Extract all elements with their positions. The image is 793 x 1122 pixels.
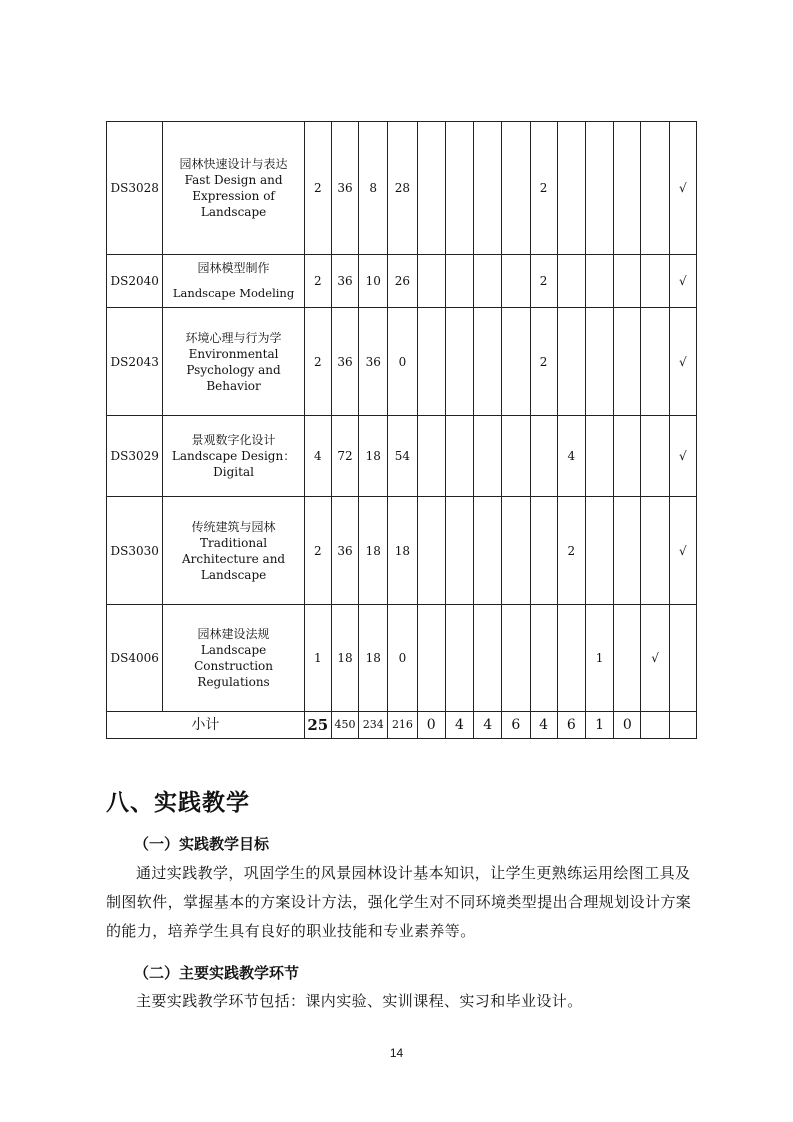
semester-cell: [557, 605, 585, 712]
section-heading: 八、实践教学: [106, 790, 250, 816]
paragraph-goals: 通过实践教学，巩固学生的风景园林设计基本知识，让学生更熟练运用绘图工具及制图软件，掌握基本的方案设计方法，强化学生对不同环境类型提出合理规划设计方案的能力，培养学生具有良好的职业技能和专业素养等。: [106, 864, 692, 940]
check-mark: [641, 308, 669, 416]
semester-cell: [585, 122, 613, 255]
course-table: [106, 121, 697, 739]
check-mark: [641, 255, 669, 308]
subtotal-semester: 0: [614, 712, 641, 739]
semester-cell: [474, 308, 502, 416]
course-name-en: Traditional Architecture and Landscape: [182, 535, 286, 582]
lecture-cell: 8: [359, 122, 388, 255]
check-mark: √: [669, 308, 696, 416]
semester-cell: [417, 416, 445, 497]
semester-cell: [502, 416, 530, 497]
semester-cell: [585, 497, 613, 605]
course-name: [163, 416, 304, 497]
semester-cell: [614, 605, 641, 712]
lecture-cell: 18: [359, 497, 388, 605]
subtotal-lecture: 234: [359, 712, 388, 739]
semester-cell: [445, 497, 473, 605]
check-mark: √: [669, 497, 696, 605]
course-name-en: Environmental Psychology and Behavior: [186, 346, 281, 393]
subtotal-semester: 6: [557, 712, 585, 739]
semester-cell: [530, 605, 557, 712]
subtotal-label: 小计: [107, 712, 305, 739]
course-name-cn: 园林快速设计与表达: [179, 157, 288, 171]
semester-cell: 1: [585, 605, 613, 712]
semester-cell: [557, 308, 585, 416]
subsection-heading-links: （二）主要实践教学环节: [134, 964, 300, 982]
check-mark: √: [641, 605, 669, 712]
course-name-cn: 环境心理与行为学: [185, 330, 282, 345]
semester-cell: [445, 605, 473, 712]
semester-cell: [530, 497, 557, 605]
subtotal-semester: 6: [502, 712, 530, 739]
check-mark: [641, 497, 669, 605]
subtotal-semester: 4: [474, 712, 502, 739]
semester-cell: [614, 255, 641, 308]
semester-cell: [417, 255, 445, 308]
practice-cell: 18: [388, 497, 417, 605]
lecture-cell: 10: [359, 255, 388, 308]
table-row: [107, 605, 697, 712]
semester-cell: [474, 122, 502, 255]
empty-cell: [641, 712, 669, 739]
check-mark: √: [669, 122, 696, 255]
check-mark: [641, 416, 669, 497]
course-code: DS4006: [107, 605, 163, 712]
course-name-en: Fast Design and Expression of Landscape: [184, 173, 283, 219]
lecture-cell: 36: [359, 308, 388, 416]
course-code: DS3028: [107, 122, 163, 255]
semester-cell: [474, 416, 502, 497]
course-code: DS2040: [107, 255, 163, 308]
table-row: [107, 255, 697, 308]
semester-cell: 2: [530, 255, 557, 308]
course-name-cn: 园林建设法规: [197, 627, 270, 641]
check-mark: √: [669, 255, 696, 308]
semester-cell: [445, 308, 473, 416]
semester-cell: 2: [530, 308, 557, 416]
credits-cell: 2: [304, 122, 331, 255]
course-name: [163, 308, 304, 416]
table-row: [107, 416, 697, 497]
semester-cell: [557, 255, 585, 308]
course-name-en: Landscape Construction Regulations: [194, 643, 274, 689]
course-name: [163, 122, 304, 255]
practice-cell: 28: [388, 122, 417, 255]
semester-cell: [614, 308, 641, 416]
hours-cell: 18: [331, 605, 358, 712]
semester-cell: 2: [530, 122, 557, 255]
subtotal-semester: 0: [417, 712, 445, 739]
semester-cell: [417, 308, 445, 416]
semester-cell: [585, 255, 613, 308]
check-mark: [669, 605, 696, 712]
semester-cell: [445, 122, 473, 255]
subtotal-semester: 1: [585, 712, 613, 739]
table-row: [107, 497, 697, 605]
hours-cell: 36: [331, 497, 358, 605]
hours-cell: 72: [331, 416, 358, 497]
course-code: DS2043: [107, 308, 163, 416]
lecture-cell: 18: [359, 416, 388, 497]
semester-cell: 2: [557, 497, 585, 605]
semester-cell: [530, 416, 557, 497]
semester-cell: [614, 497, 641, 605]
hours-cell: 36: [331, 255, 358, 308]
hours-cell: 36: [331, 308, 358, 416]
credits-cell: 2: [304, 255, 331, 308]
practice-cell: 0: [388, 605, 417, 712]
check-mark: √: [669, 416, 696, 497]
course-name: [163, 605, 304, 712]
semester-cell: [585, 416, 613, 497]
semester-cell: [417, 497, 445, 605]
course-name: [163, 497, 304, 605]
course-name-en: Landscape Modeling: [172, 286, 295, 300]
semester-cell: [417, 605, 445, 712]
credits-cell: 4: [304, 416, 331, 497]
semester-cell: [614, 416, 641, 497]
lecture-cell: 18: [359, 605, 388, 712]
course-name-cn: 传统建筑与园林: [191, 519, 276, 534]
semester-cell: [614, 122, 641, 255]
course-code: DS3029: [107, 416, 163, 497]
paragraph-links: 主要实践教学环节包括：课内实验、实训课程、实习和毕业设计。: [136, 992, 583, 1010]
semester-cell: [557, 122, 585, 255]
semester-cell: 4: [557, 416, 585, 497]
semester-cell: [474, 605, 502, 712]
semester-cell: [502, 605, 530, 712]
semester-cell: [502, 255, 530, 308]
course-name-cn: 景观数字化设计: [191, 433, 276, 447]
table-row: [107, 308, 697, 416]
page-number: 14: [389, 1046, 404, 1060]
credits-cell: 1: [304, 605, 331, 712]
semester-cell: [445, 416, 473, 497]
subtotal-row: [107, 712, 697, 739]
credits-cell: 2: [304, 497, 331, 605]
practice-cell: 0: [388, 308, 417, 416]
course-name-en: Landscape Design：Digital: [171, 449, 296, 479]
semester-cell: [502, 122, 530, 255]
course-name: [163, 255, 304, 308]
subtotal-credits: 25: [304, 712, 331, 739]
semester-cell: [502, 497, 530, 605]
credits-cell: 2: [304, 308, 331, 416]
semester-cell: [585, 308, 613, 416]
subsection-heading-goals: （一）实践教学目标: [134, 835, 270, 853]
check-mark: [641, 122, 669, 255]
subtotal-semester: 4: [530, 712, 557, 739]
subtotal-semester: 4: [445, 712, 473, 739]
practice-cell: 26: [388, 255, 417, 308]
semester-cell: [474, 497, 502, 605]
subtotal-practice: 216: [388, 712, 417, 739]
empty-cell: [669, 712, 696, 739]
semester-cell: [502, 308, 530, 416]
semester-cell: [445, 255, 473, 308]
course-code: DS3030: [107, 497, 163, 605]
course-name-cn: 园林模型制作: [197, 261, 270, 275]
table-row: [107, 122, 697, 255]
hours-cell: 36: [331, 122, 358, 255]
practice-cell: 54: [388, 416, 417, 497]
semester-cell: [474, 255, 502, 308]
subtotal-hours: 450: [331, 712, 358, 739]
semester-cell: [417, 122, 445, 255]
